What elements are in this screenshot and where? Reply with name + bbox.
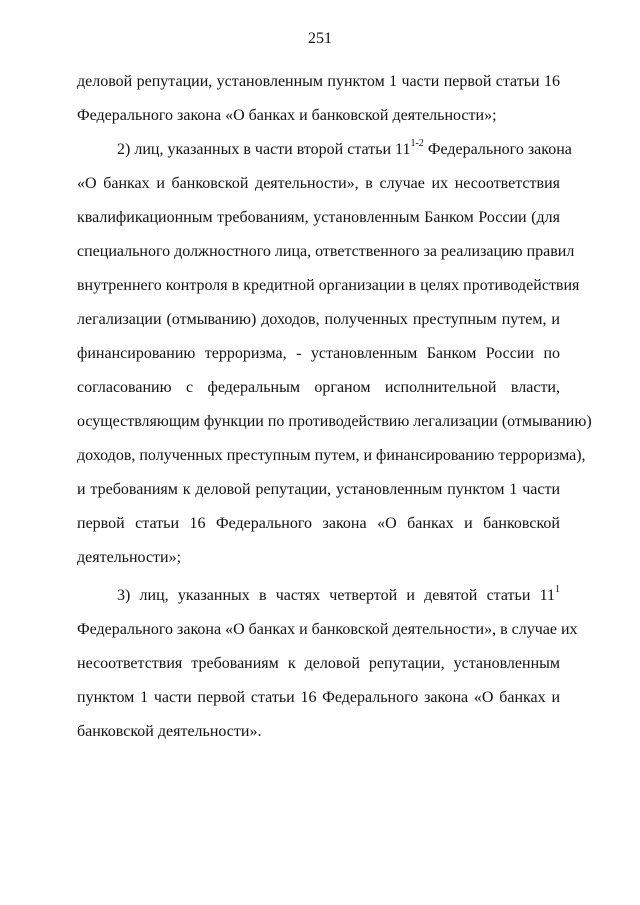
text-line: первой статьи 16 Федерального закона «О банках и банковской: [77, 515, 560, 532]
text-line: доходов, полученных преступным путем, и финансированию терроризма),: [77, 447, 586, 464]
text-line: Федерального закона «О банках и банковской деятельности»;: [77, 107, 497, 124]
text-span: 2) лиц, указанных в части второй статьи 11: [117, 141, 411, 158]
superscript: 1-2: [410, 137, 424, 149]
paragraph-first-line: [117, 137, 572, 160]
text-line: специального должностного лица, ответственного за реализацию правил: [77, 243, 575, 260]
text-line: квалификационным требованиям, установленным Банком России (для: [77, 209, 560, 226]
superscript: 1: [555, 583, 560, 595]
text-line: несоответствия требованиям к деловой репутации, установленным: [77, 655, 560, 672]
text-line: деятельности»;: [77, 549, 182, 566]
text-line: деловой репутации, установленным пунктом 1 части первой статьи 16: [77, 73, 560, 90]
text-span: 3) лиц, указанных в частях четвертой и девятой статьи 11: [117, 587, 555, 604]
text-line: легализации (отмыванию) доходов, полученных преступным путем, и: [77, 311, 560, 328]
text-line: и требованиям к деловой репутации, установленным пунктом 1 части: [77, 481, 560, 498]
text-line: банковской деятельности».: [77, 723, 262, 740]
text-line: «О банках и банковской деятельности», в случае их несоответствия: [77, 175, 560, 192]
text-line: осуществляющим функции по противодействию легализации (отмыванию): [77, 413, 592, 430]
text-span: Федерального закона: [423, 141, 572, 158]
text-line: пунктом 1 части первой статьи 16 Федерального закона «О банках и: [77, 689, 560, 706]
text-line: финансированию терроризма, - установленным Банком России по: [77, 345, 560, 362]
page-number: 251: [308, 30, 332, 47]
paragraph-first-line: [117, 583, 560, 606]
text-line: согласованию с федеральным органом исполнительной власти,: [77, 379, 560, 396]
text-line: Федерального закона «О банках и банковской деятельности», в случае их: [77, 621, 578, 638]
text-line: внутреннего контроля в кредитной организации в целях противодействия: [77, 277, 580, 294]
